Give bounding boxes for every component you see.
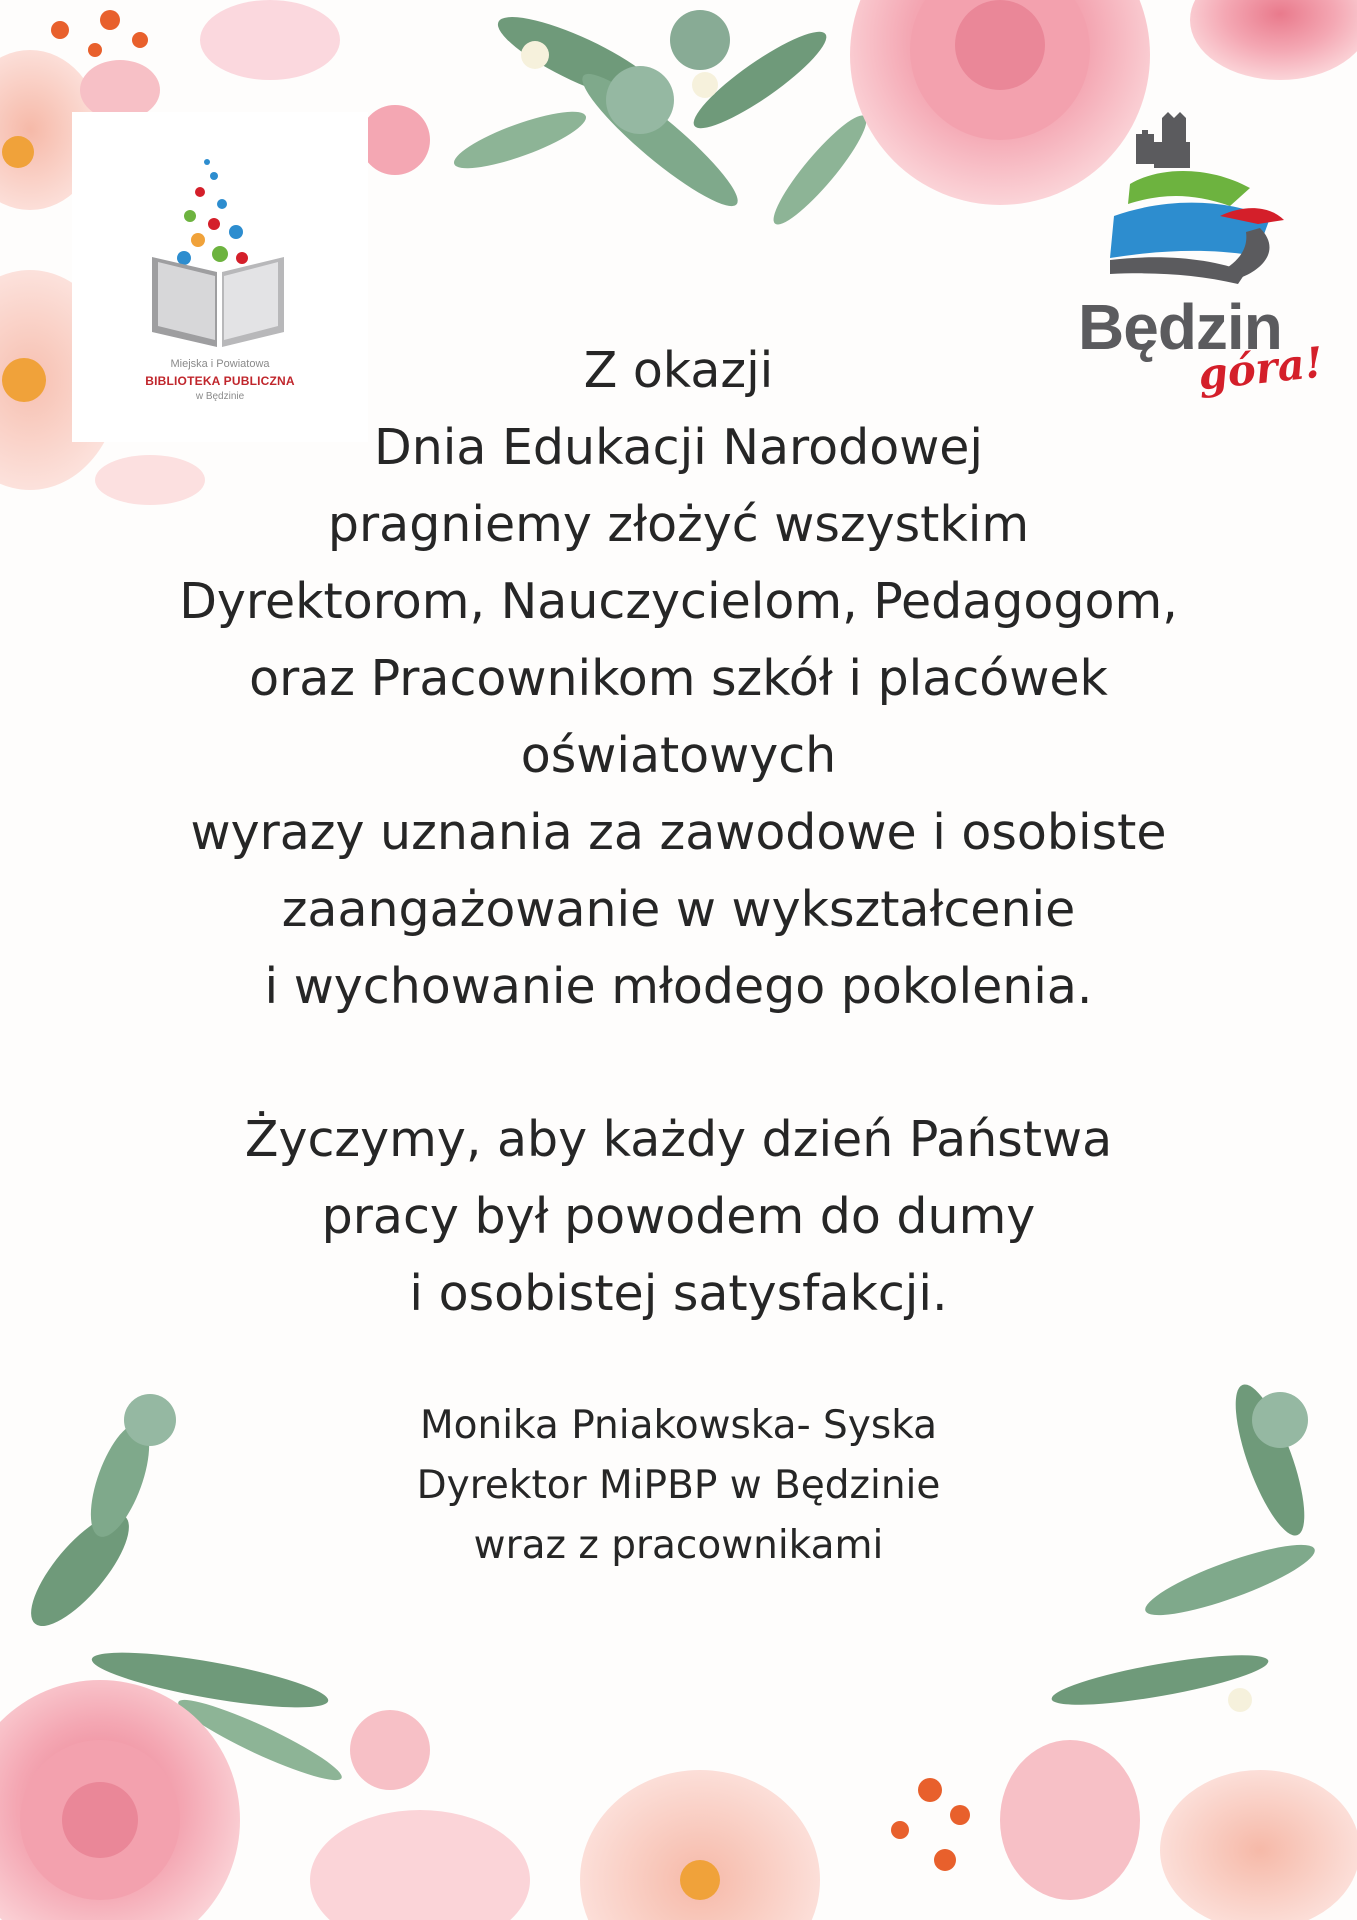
library-logo-line-3: w Będzinie: [195, 391, 245, 402]
wish-line: i osobistej satysfakcji.: [409, 1265, 948, 1322]
signature-name: Monika Pniakowska- Syska: [419, 1403, 938, 1448]
greeting-text: [110, 332, 1247, 1332]
city-tagline: góra!: [1195, 337, 1326, 400]
greeting-line: Dnia Edukacji Narodowej: [373, 419, 984, 476]
greeting-line: pragniemy złożyć wszystkim: [327, 496, 1030, 553]
colored-dots: [177, 159, 248, 265]
signature-team: wraz z pracownikami: [473, 1523, 884, 1568]
wish-line: Życzymy, aby każdy dzień Państwa: [244, 1111, 1113, 1168]
greeting-line: oświatowych: [520, 727, 837, 784]
greeting-line: oraz Pracownikom szkół i placówek: [249, 650, 1108, 707]
greeting-line: zaangażowanie w wykształcenie: [281, 881, 1076, 938]
city-name: Będzin: [1078, 291, 1282, 363]
bottom-center-flowers: [580, 1740, 1357, 1920]
signature-block: [200, 1396, 1157, 1576]
library-logo-line-1: Miejska i Powiatowa: [170, 358, 270, 370]
greeting-line: i wychowanie młodego pokolenia.: [264, 958, 1093, 1015]
library-logo-line-2: BIBLIOTEKA PUBLICZNA: [145, 374, 295, 388]
signature-title: Dyrektor MiPBP w Będzinie: [416, 1463, 941, 1508]
greeting-line: Dyrektorom, Nauczycielom, Pedagogom,: [179, 573, 1178, 630]
paragraph-gap: [110, 1025, 1247, 1101]
wish-line: pracy był powodem do dumy: [321, 1188, 1036, 1245]
castle-hill-icon: [1070, 108, 1332, 298]
greeting-line: wyrazy uznania za zawodowe i osobiste: [190, 804, 1167, 861]
greeting-line: Z okazji: [583, 342, 774, 399]
top-leaves: [449, 2, 877, 233]
